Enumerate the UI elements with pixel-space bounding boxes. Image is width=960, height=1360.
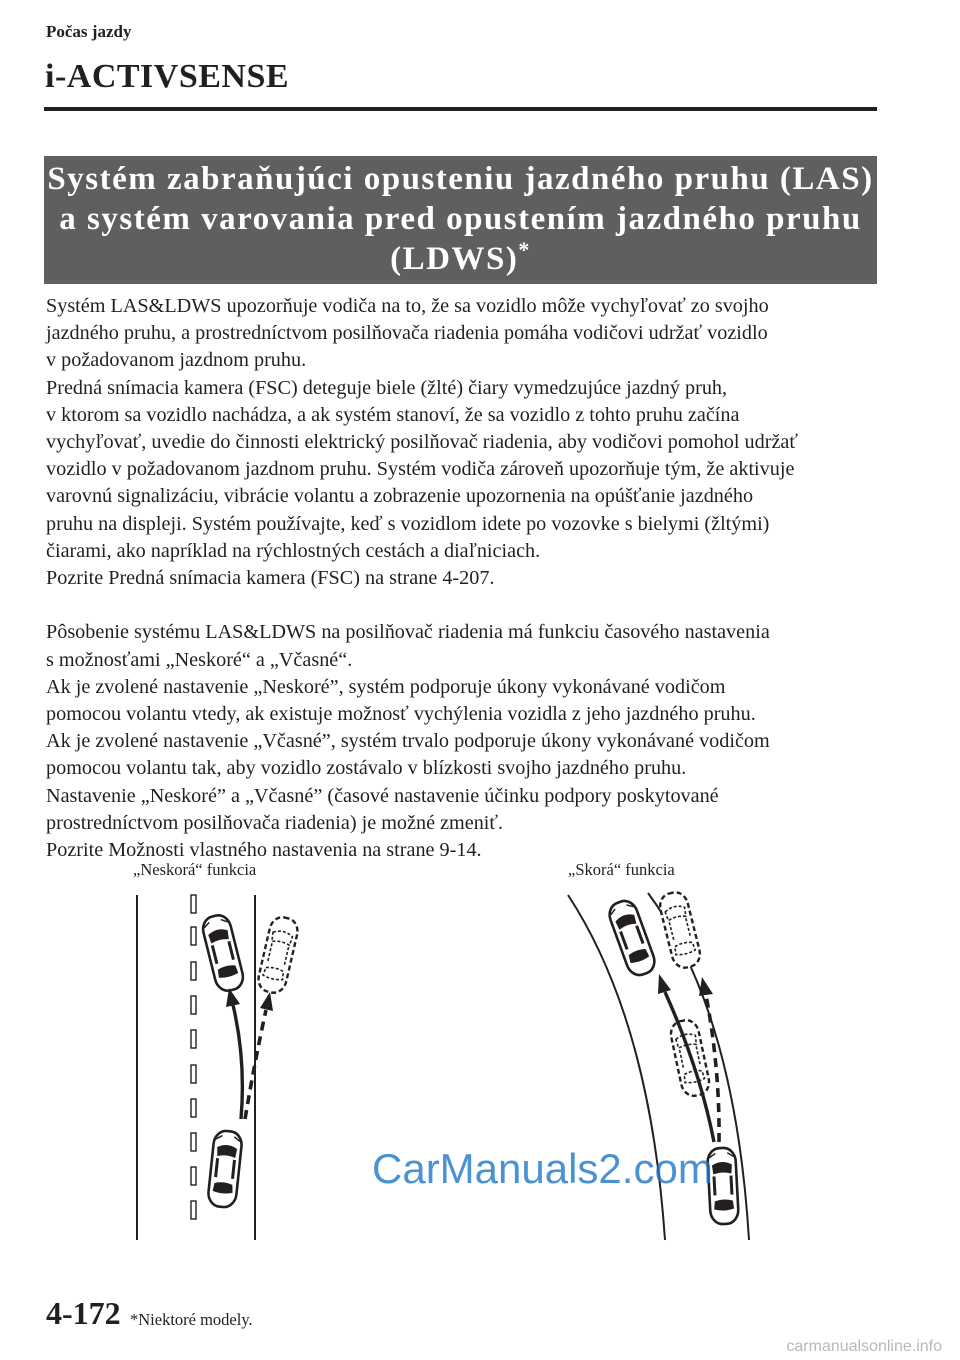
early-ghost-car-top (657, 890, 703, 971)
text-line: prostredníctvom posilňovača riadenia) je možné zmeniť. (46, 811, 504, 834)
section-title: Počas jazdy (46, 22, 132, 41)
heading-line-2: a systém varovania pred opustením jazdného pruhu (59, 201, 862, 237)
text-line: varovnú signalizáciu, vibrácie volantu a zobrazenie upozornenia na opúšťanie jazdného (46, 485, 754, 508)
lane-dashed-markings (191, 895, 196, 1219)
late-corrected-car (200, 913, 246, 994)
asterisk-marker: * (518, 237, 531, 262)
text-line: jazdného pruhu, a prostredníctvom posilňovača riadenia pomáha vodičovi udržať vozidlo (46, 322, 768, 345)
heading-line-1: Systém zabraňujúci opusteniu jazdného pruhu (LAS) (47, 161, 874, 197)
early-corrected-car (606, 898, 658, 979)
page-number: 4-172 (46, 1295, 121, 1331)
heading-line-3-text: (LDWS) (390, 241, 519, 277)
text-line: vychyľovať, uvedie do činnosti elektrický posilňovač riadenia, aby vodičovi pomohol udržať (46, 431, 799, 454)
arrowhead (699, 977, 713, 996)
text-line: Ak je zvolené nastavenie „Neskoré”, systém podporuje úkony vykonávané vodičom (46, 675, 726, 698)
late-function-diagram (137, 895, 300, 1240)
text-line: vozidlo v požadovanom jazdnom pruhu. Systém vodiča zároveň upozorňuje tým, že aktivuje (46, 458, 795, 481)
text-line: Ak je zvolené nastavenie „Včasné”, systém trvalo podporuje úkony vykonávané vodičom (46, 730, 770, 753)
text-line: pruhu na displeji. Systém používajte, keď s vozidlom idete po vozovke s bielymi (žltými) (46, 512, 770, 535)
late-drift-ghost-car (256, 915, 300, 995)
text-line: Systém LAS&LDWS upozorňuje vodiča na to, že sa vozidlo môže vychyľovať zo svojho (46, 295, 769, 317)
figure-label-late: „Neskorá“ funkcia (133, 860, 257, 879)
arrowhead (260, 992, 273, 1011)
chapter-title: i-ACTIVSENSE (45, 58, 290, 95)
text-line: v ktorom sa vozidlo nachádza, a ak systém stanoví, že sa vozidlo z tohto pruhu začína (46, 403, 740, 426)
text-line: pomocou volantu vtedy, ak existuje možnosť vychýlenia vozidla z jeho jazdného pruhu. (46, 703, 756, 726)
page-reference-fsc: Pozrite Predná snímacia kamera (FSC) na strane 4-207. (46, 567, 495, 590)
watermark-logo: CarManuals2.com (372, 1145, 713, 1192)
text-line: v požadovanom jazdnom pruhu. (46, 349, 307, 372)
late-start-car (207, 1130, 243, 1209)
site-watermark: carmanualsonline.info (786, 1338, 942, 1355)
late-corrected-path-arrow (233, 1005, 242, 1119)
arrowhead (658, 974, 671, 994)
footnote: *Niektoré modely. (130, 1310, 253, 1329)
text-line: čiarami, ako napríklad na rýchlostných cestách a diaľniciach. (46, 539, 541, 562)
text-line: pomocou volantu tak, aby vozidlo zostávalo v blízkosti svojho jazdného pruhu. (46, 757, 687, 780)
text-line: Predná snímacia kamera (FSC) deteguje biele (žlté) čiary vymedzujúce jazdný pruh, (46, 376, 728, 399)
text-line: Pôsobenie systému LAS&LDWS na posilňovač riadenia má funkciu časového nastavenia (46, 621, 770, 644)
page-reference-settings: Pozrite Možnosti vlastného nastavenia na strane 9-14. (46, 839, 482, 862)
text-line: Nastavenie „Neskoré” a „Včasné” (časové nastavenie účinku podpory poskytované (46, 784, 719, 807)
figure-label-early: „Skorá“ funkcia (568, 860, 675, 879)
text-line: s možnosťami „Neskoré“ a „Včasné“. (46, 648, 353, 671)
